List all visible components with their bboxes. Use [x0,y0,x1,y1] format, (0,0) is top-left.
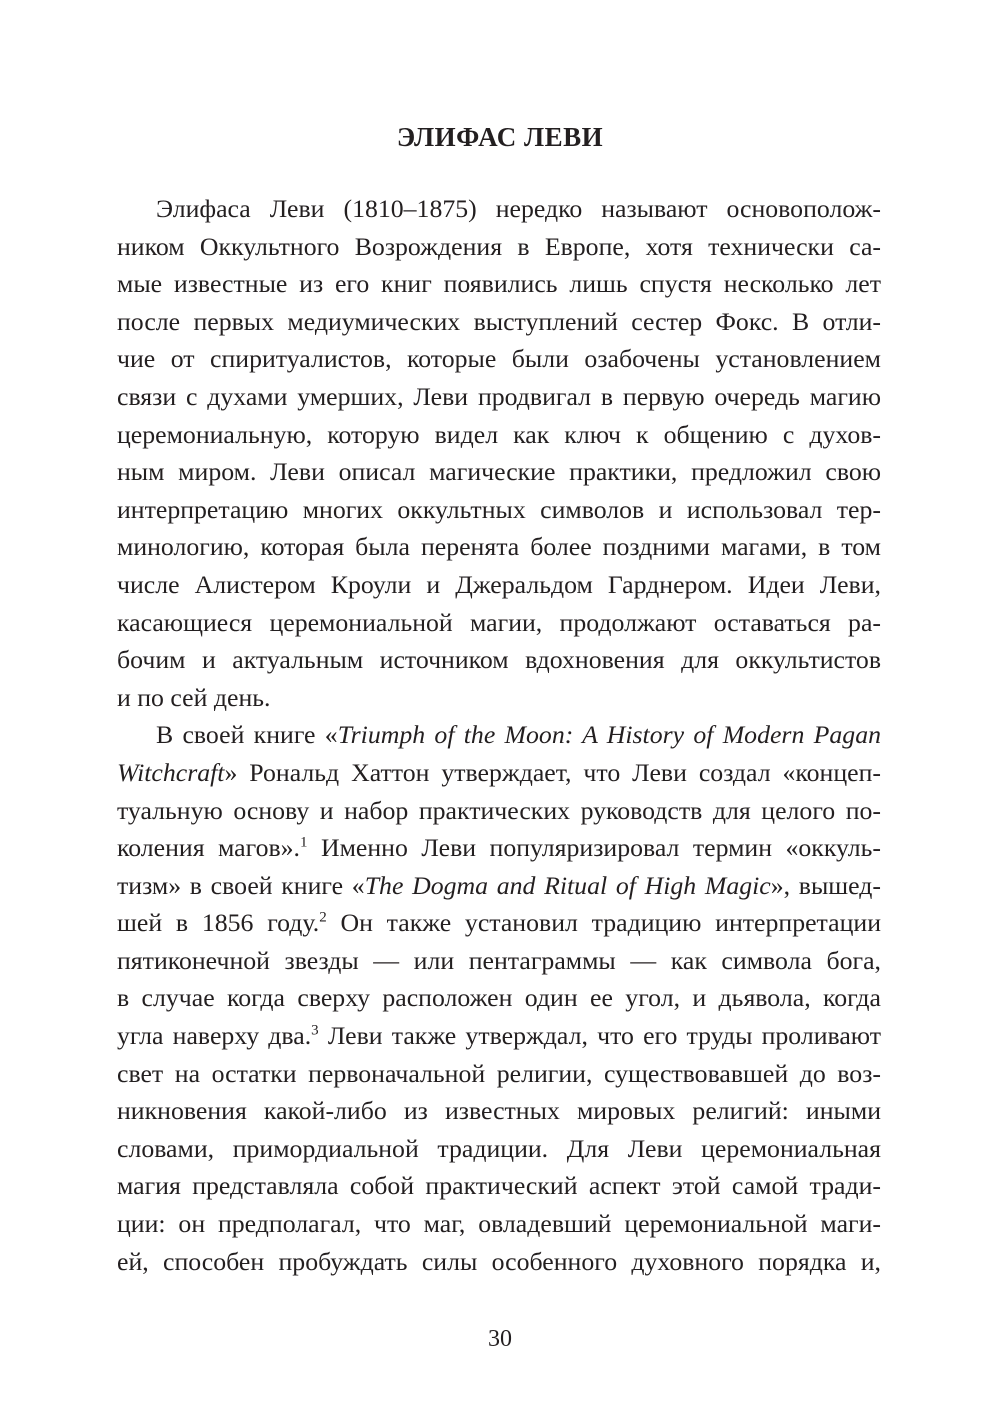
text-line [117,1017,881,1055]
text-line: ей, способен пробуждать силы особенного духовного порядка и, [117,1246,881,1276]
text-segment: Леви также утверждал, что его труды проливают [318,1021,882,1051]
text-line: ником Оккультного Возрождения в Европе, хотя технически са- [117,231,881,261]
text-segment: шей в 1856 году. [117,908,320,938]
text-segment: », вышед- [770,870,881,900]
text-line: интерпретацию многих оккультных символов и использовал тер- [117,494,881,524]
footnote-ref-1[interactable]: 1 [300,834,308,851]
text-line: мые известные из его книг появились лишь спустя несколько лет [117,269,881,299]
text-line: словами, примордиальной традиции. Для Леви церемониальная [117,1133,881,1163]
text-line [117,829,881,867]
text-line [117,867,881,905]
text-line [117,754,881,792]
text-segment: тизм» в своей книге « [117,870,365,900]
text-line: никновения какой-либо из известных мировых религий: иными [117,1096,881,1126]
text-line: бочим и актуальным источником вдохновения для оккультистов [117,645,881,675]
text-line: минологию, которая была перенята более поздними магами, в том [117,532,881,562]
text-line: чие от спиритуалистов, которые были озабочены установлением [117,344,881,374]
book-title-italic: The Dogma and Ritual of High Magic [364,870,771,900]
text-line: в случае когда сверху расположен один ее угол, и дьявола, когда [117,983,881,1013]
text-line: свет на остатки первоначальной религии, существовавшей до воз- [117,1058,881,1088]
text-line [117,904,881,942]
body-text [117,190,881,1280]
book-title-italic: Witchcraft [117,757,225,787]
text-line: касающиеся церемониальной магии, продолжают оставаться ра- [117,607,881,637]
text-line: туальную основу и набор практических руководств для целого по- [117,795,881,825]
page-number: 30 [488,1326,512,1352]
text-segment: Именно Леви популяризировал термин «оккуль- [307,833,881,863]
text-segment: В своей книге « [156,720,338,750]
text-segment: угла наверху два. [117,1021,312,1051]
text-line: числе Алистером Кроули и Джеральдом Гарднером. Идеи Леви, [117,569,881,599]
text-segment: коления магов». [117,833,300,863]
footnote-ref-2[interactable]: 2 [319,909,327,926]
text-line: пятиконечной звезды — или пентаграммы — как символа бога, [117,945,881,975]
text-line: церемониальную, которую видел как ключ к общению с духов- [117,419,881,449]
chapter-title: ЭЛИФАС ЛЕВИ [396,122,604,152]
text-line: Элифаса Леви (1810–1875) нередко называют основополож- [156,194,881,223]
text-line: связи с духами умерших, Леви продвигал в первую очередь магию [117,381,881,411]
text-line: и по сей день. [117,682,271,712]
text-line: ным миром. Леви описал магические практики, предложил свою [117,457,881,487]
text-line: ции: он предполагал, что маг, овладевший церемониальной маги- [117,1209,881,1239]
text-line: после первых медиумических выступлений сестер Фокс. В отли- [117,306,881,336]
text-segment: » Рональд Хаттон утверждает, что Леви создал «концеп- [224,757,881,787]
text-line: магия представляла собой практический аспект этой самой тради- [117,1171,881,1201]
book-title-italic: Triumph of the Moon: A History of Modern Pagan [337,720,881,750]
footnote-ref-3[interactable]: 3 [311,1022,319,1039]
text-line [117,716,881,754]
text-segment: Он также установил традицию интерпретации [326,908,881,938]
